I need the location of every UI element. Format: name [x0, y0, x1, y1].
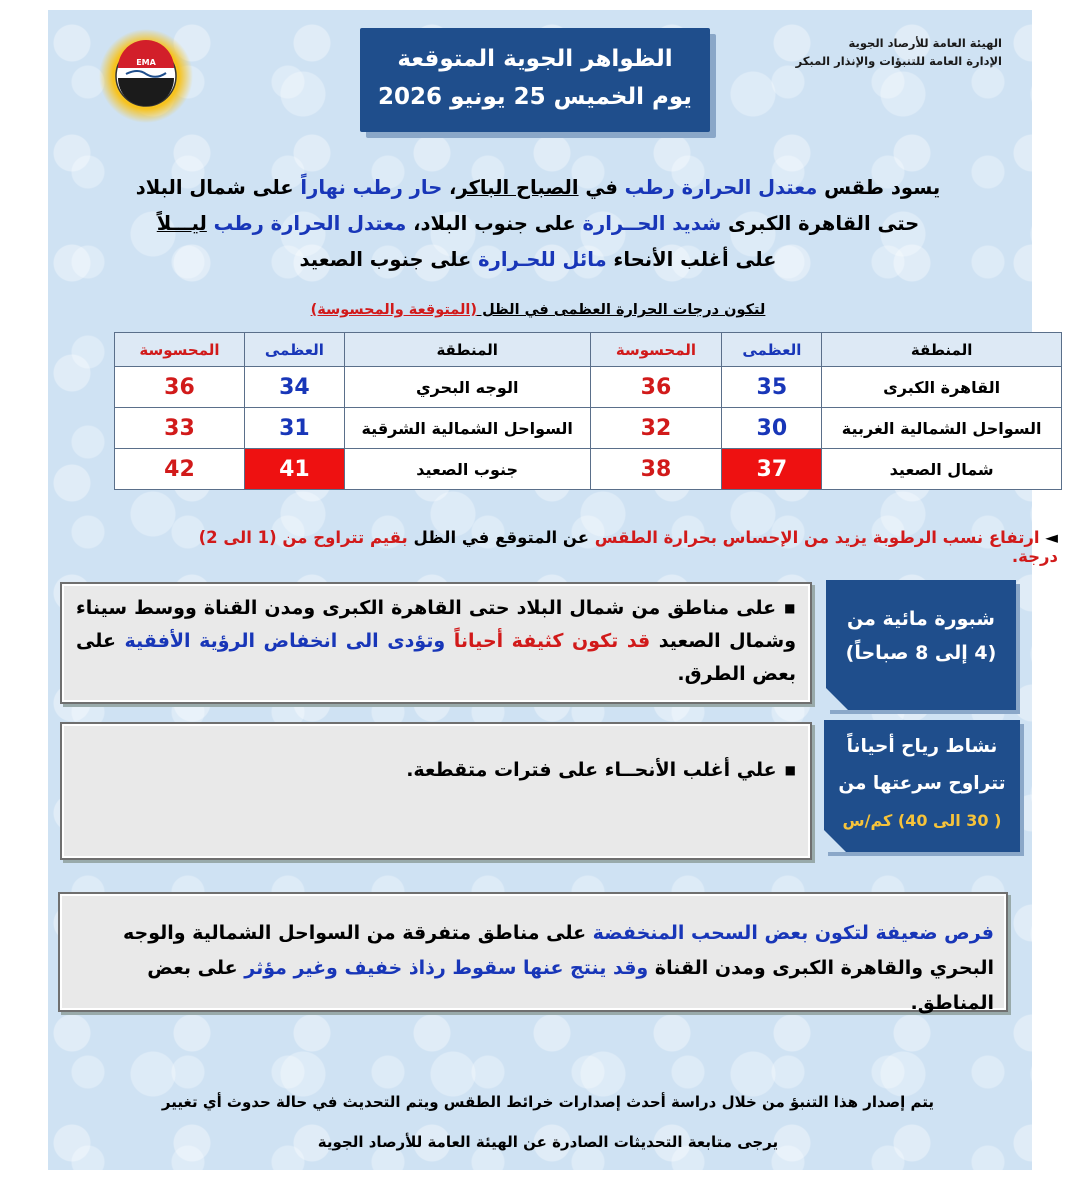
- feel-temp-cell: 38: [590, 449, 722, 490]
- intro-line-2: [108, 206, 968, 242]
- header-feel: المحسوسة: [590, 333, 722, 367]
- wind-text: علي أغلب الأنحــاء على فترات متقطعة.: [406, 759, 777, 781]
- organization-header: [762, 34, 1002, 70]
- fog-highlight: وتؤدى الى انخفاض الرؤية الأفقية: [124, 630, 446, 652]
- bullet-square-icon: ■: [784, 763, 796, 777]
- page-title-box: [360, 28, 710, 132]
- fog-label: [826, 580, 1016, 710]
- region-cell: شمال الصعيد: [822, 449, 1062, 490]
- header-feel: المحسوسة: [115, 333, 245, 367]
- arrow-left-icon: ◄: [1045, 528, 1058, 547]
- intro-highlight: معتدل الحرارة رطب: [624, 176, 818, 199]
- region-cell: القاهرة الكبرى: [822, 367, 1062, 408]
- intro-text: على شمال البلاد: [135, 176, 301, 199]
- feel-temp-cell: 32: [590, 408, 722, 449]
- page-title: الظواهر الجوية المتوقعة: [397, 46, 673, 72]
- fog-text: [445, 630, 454, 652]
- max-temp-cell-hot: 41: [244, 449, 344, 490]
- intro-underlined: ليـــلاً: [156, 212, 207, 235]
- intro-highlight: حار رطب نهاراً: [300, 176, 443, 199]
- general-forecast-text: [108, 170, 968, 278]
- intro-text: على جنوب الصعيد: [299, 248, 479, 271]
- table-caption: [248, 302, 828, 318]
- footer-note: [108, 1082, 988, 1162]
- intro-highlight: مائل للحـرارة: [478, 248, 607, 271]
- clouds-text: على بعض المناطق.: [147, 957, 994, 1014]
- clouds-highlight: وقد ينتج عنها سقوط رذاذ خفيف وغير مؤثر: [244, 957, 649, 979]
- fog-text: على بعض الطرق.: [76, 630, 796, 685]
- fog-description: [60, 582, 812, 704]
- org-department: الإدارة العامة للتنبؤات والإنذار المبكر: [795, 54, 1002, 68]
- max-temp-cell-hot: 37: [722, 449, 822, 490]
- wind-label: [824, 720, 1020, 852]
- clouds-highlight: فرص ضعيفة لتكون بعض السحب المنخفضة: [592, 922, 994, 944]
- table-row: [115, 367, 1062, 408]
- wind-description: [60, 722, 812, 860]
- intro-text: في: [578, 176, 625, 199]
- region-cell: السواحل الشمالية الغربية: [822, 408, 1062, 449]
- intro-text: حتى القاهرة الكبرى: [721, 212, 920, 235]
- intro-highlight: معتدل الحرارة رطب: [213, 212, 407, 235]
- fog-label-title: شبورة مائية من: [847, 608, 995, 630]
- footer-line-2: يرجى متابعة التحديثات الصادرة عن الهيئة العامة للأرصاد الجوية: [317, 1133, 779, 1151]
- feel-temp-cell: 36: [115, 367, 245, 408]
- feel-temp-cell: 42: [115, 449, 245, 490]
- footer-line-1: يتم إصدار هذا التنبؤ من خلال دراسة أحدث إصدارات خرائط الطقس ويتم التحديث في حالة حدوث أي تغيير: [161, 1093, 935, 1111]
- header-region: المنطقة: [344, 333, 590, 367]
- caption-text: لتكون درجات الحرارة العظمى في الظل: [477, 302, 766, 318]
- wind-label-range: ( 30 الى 40) كم/س: [842, 811, 1002, 830]
- forecast-date: يوم الخميس 25 يونيو 2026: [378, 84, 692, 110]
- feel-temp-cell: 33: [115, 408, 245, 449]
- max-temp-cell: 30: [722, 408, 822, 449]
- bullet-square-icon: ■: [784, 601, 796, 615]
- intro-text: يسود طقس: [817, 176, 941, 199]
- intro-text: [207, 212, 214, 235]
- humidity-text: عن المتوقع في الظل: [407, 528, 595, 547]
- region-cell: السواحل الشمالية الشرقية: [344, 408, 590, 449]
- intro-text: ،: [442, 176, 457, 199]
- intro-text: على جنوب البلاد،: [406, 212, 583, 235]
- temperature-table: [114, 332, 1062, 490]
- humidity-highlight: ارتفاع نسب الرطوبة يزيد من الإحساس بحرارة الطقس: [594, 528, 1046, 547]
- table-row: [115, 408, 1062, 449]
- intro-line-3: [108, 242, 968, 278]
- max-temp-cell: 34: [244, 367, 344, 408]
- region-cell: الوجه البحري: [344, 367, 590, 408]
- org-name: الهيئة العامة للأرصاد الجوية: [848, 36, 1002, 50]
- clouds-text: على مناطق متفرقة من السواحل الشمالية والوجه البحري والقاهرة الكبرى ومدن القناة: [122, 922, 994, 979]
- logo-text: EMA: [136, 58, 156, 67]
- table-header-row: [115, 333, 1062, 367]
- wind-label-speed: تتراوح سرعتها من: [838, 773, 1006, 794]
- forecast-sheet: [48, 10, 1058, 1170]
- humidity-highlight: بقيم تتراوح من (1 الى 2) درجة.: [198, 528, 1058, 566]
- wind-label-title: نشاط رياح أحياناً: [846, 736, 998, 757]
- caption-highlight: (المتوقعة والمحسوسة): [310, 302, 478, 318]
- header-max: العظمى: [722, 333, 822, 367]
- max-temp-cell: 31: [244, 408, 344, 449]
- clouds-description: [58, 892, 1008, 1012]
- feel-temp-cell: 36: [590, 367, 722, 408]
- table-row: [115, 449, 1062, 490]
- humidity-note: [148, 528, 1058, 566]
- region-cell: جنوب الصعيد: [344, 449, 590, 490]
- intro-line-1: [108, 170, 968, 206]
- intro-text: على أغلب الأنحاء: [606, 248, 777, 271]
- page-fold-icon: [826, 688, 848, 710]
- ema-logo-icon: [98, 28, 194, 124]
- intro-highlight: شديد الحــرارة: [582, 212, 722, 235]
- intro-underlined: الصباح الباكر: [456, 176, 579, 199]
- page-fold-icon: [824, 830, 846, 852]
- header-max: العظمى: [244, 333, 344, 367]
- fog-highlight: قد تكون كثيفة أحياناً: [453, 630, 651, 652]
- header-region: المنطقة: [822, 333, 1062, 367]
- fog-text: على مناطق من شمال البلاد حتى القاهرة الكبرى ومدن القناة ووسط سيناء وشمال الصعيد: [76, 597, 796, 652]
- fog-label-time: (4 إلى 8 صباحاً): [845, 642, 997, 664]
- max-temp-cell: 35: [722, 367, 822, 408]
